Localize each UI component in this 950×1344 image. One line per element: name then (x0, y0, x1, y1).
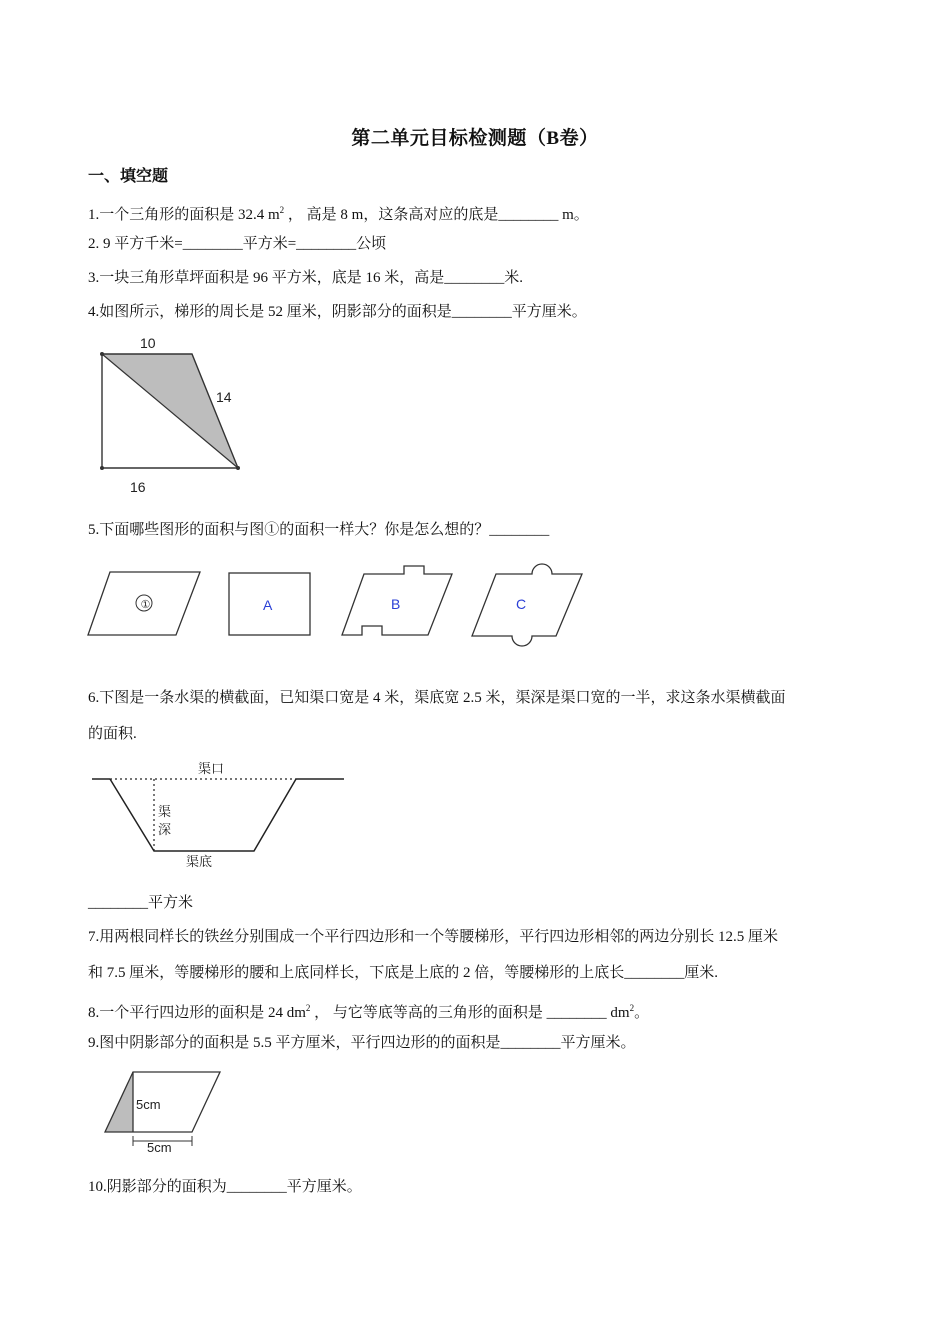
canal-figure (88, 758, 348, 872)
vertex-dot (100, 352, 104, 356)
q1-text-end: ， 高是 8 m，这条高对应的底是________ m。 (284, 207, 589, 223)
question-1 (88, 200, 589, 225)
q8-text-end: 。 (634, 1005, 650, 1021)
label-depth-2: 深 (158, 822, 172, 837)
shapes-figure (86, 560, 596, 652)
label-top: 10 (140, 335, 156, 351)
q1-superscript: 2 (279, 205, 285, 215)
question-4: 4.如图所示，梯形的周长是 52 厘米，阴影部分的面积是________平方厘米。 (88, 304, 587, 320)
question-6-line-2: 的面积. (88, 726, 137, 742)
question-9: 9.图中阴影部分的面积是 5.5 平方厘米，平行四边形的的面积是________平方厘米。 (88, 1035, 636, 1051)
trapezoid-figure (90, 332, 260, 502)
label-canal-bottom: 渠底 (186, 854, 213, 869)
shape-a-label: A (263, 597, 273, 613)
label-bottom: 16 (130, 479, 146, 495)
section-heading: 一、填空题 (88, 168, 169, 185)
page-title: 第二单元目标检测题（B卷） (351, 128, 599, 149)
vertex-dot (236, 466, 240, 470)
label-base: 5cm (147, 1140, 172, 1155)
question-5: 5.下面哪些图形的面积与图①的面积一样大？你是怎么想的？________ (88, 522, 550, 538)
question-7-line-2: 和 7.5 厘米，等腰梯形的腰和上底同样长，下底是上底的 2 倍，等腰梯形的上底长________厘米. (88, 965, 719, 981)
question-3: 3.一块三角形草坪面积是 96 平方米，底是 16 米，高是________米. (88, 270, 524, 286)
label-side: 14 (216, 389, 232, 405)
q8-superscript-1: 2 (305, 1003, 311, 1013)
question-6-line-1: 6.下图是一条水渠的横截面，已知渠口宽是 4 米，渠底宽 2.5 米，渠深是渠口宽的一半，求这条水渠横截面 (88, 690, 786, 706)
shape-1-label: ① (140, 599, 151, 611)
question-10: 10.阴影部分的面积为________平方厘米。 (88, 1179, 362, 1195)
q8-text: 8.一个平行四边形的面积是 24 dm (88, 1005, 306, 1021)
q8-text-middle: ， 与它等底等高的三角形的面积是 ________ dm (310, 1005, 630, 1021)
q8-superscript-2: 2 (629, 1003, 635, 1013)
canal-outline (110, 779, 296, 851)
label-depth-1: 渠 (158, 804, 172, 819)
vertex-dot (100, 466, 104, 470)
question-6-answer: ________平方米 (88, 895, 194, 911)
question-7-line-1: 7.用两根同样长的铁丝分别围成一个平行四边形和一个等腰梯形，平行四边形相邻的两边分别长 12.5 厘米 (88, 929, 779, 945)
label-height: 5cm (136, 1097, 161, 1112)
question-8 (88, 998, 649, 1023)
parallelogram-figure (100, 1066, 226, 1156)
shape-b-label: B (391, 596, 401, 612)
shape-c-label: C (516, 596, 527, 612)
question-2: 2. 9 平方千米=________平方米=________公顷 (88, 236, 387, 252)
q1-text: 1.一个三角形的面积是 32.4 m (88, 207, 280, 223)
shape-c (472, 564, 582, 646)
label-canal-top: 渠口 (198, 761, 225, 776)
